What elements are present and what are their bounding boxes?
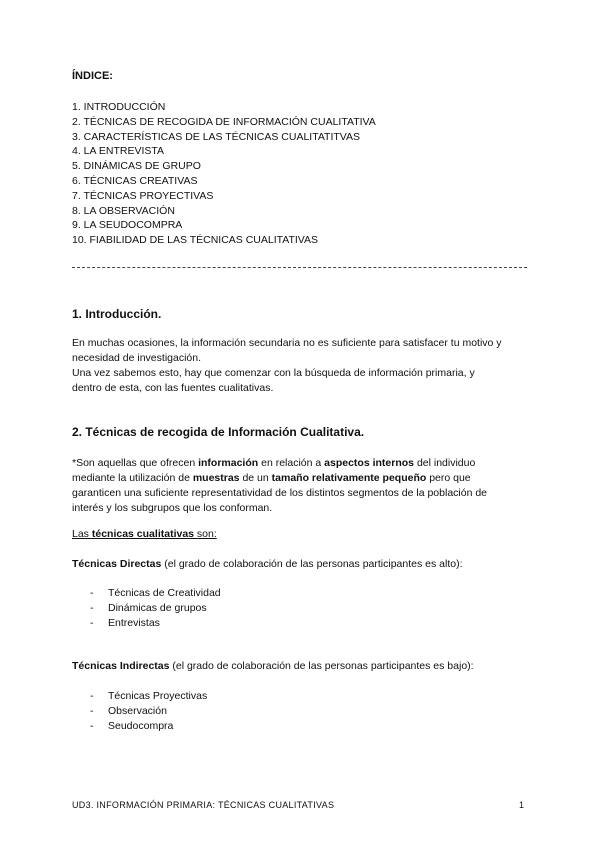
text-run: *Son aquellas que ofrecen [72, 457, 199, 469]
table-of-contents [72, 100, 376, 248]
paragraph-line: interés y los subgrupos que los conforman. [72, 502, 273, 514]
list-item [90, 704, 207, 719]
bullet-dash: - [90, 705, 94, 718]
list-item [90, 616, 221, 631]
list-item-text: Técnicas Proyectivas [108, 690, 208, 702]
section-divider [72, 267, 527, 268]
bold-term-text: técnicas cualitativas [91, 528, 194, 540]
list-item-text: Técnicas de Creatividad [108, 587, 221, 599]
text-run: (el grado de colaboración de las personas participantes es bajo): [169, 660, 474, 672]
list-item-text: Entrevistas [108, 617, 160, 630]
bold-term: Técnicas Directas [72, 558, 162, 570]
bullet-dash: - [90, 617, 94, 630]
bold-term: tamaño relativamente pequeño [271, 472, 427, 484]
paragraph-line: En muchas ocasiones, la información secundaria no es suficiente para satisfacer tu motivo y [72, 337, 502, 349]
toc-item: 1. INTRODUCCIÓN [72, 101, 166, 113]
paragraph-line: dentro de esta, con las fuentes cualitativas. [72, 382, 274, 394]
paragraph-line: Una vez sabemos esto, hay que comenzar con la búsqueda de información primaria, y [72, 367, 475, 379]
toc-item: 6. TÉCNICAS CREATIVAS [72, 174, 198, 187]
section-1-heading: 1. Introducción. [72, 307, 162, 321]
text-run: del individuo [414, 457, 476, 469]
text-run: pero que [426, 472, 471, 484]
paragraph-line [72, 471, 532, 486]
indirect-techniques-heading [72, 660, 474, 672]
bold-term: Técnicas Indirectas [72, 660, 170, 672]
bold-term: información [198, 457, 259, 469]
bullet-dash: - [90, 587, 94, 599]
section-1-paragraph [72, 336, 532, 396]
section-2-heading: 2. Técnicas de recogida de Información Cualitativa. [72, 425, 365, 439]
toc-item: 3. CARACTERÍSTICAS DE LAS TÉCNICAS CUALITATITVAS [72, 130, 361, 143]
toc-item: 2. TÉCNICAS DE RECOGIDA DE INFORMACIÓN CUALITATIVA [72, 115, 376, 128]
direct-techniques-list [90, 586, 221, 632]
list-item [90, 689, 207, 704]
page-footer: UD3. INFORMACIÓN PRIMARIA: TÉCNICAS CUALITATIVAS [72, 800, 335, 810]
text-run: (el grado de colaboración de las personas participantes es alto): [161, 558, 463, 570]
paragraph-line: garanticen una suficiente representatividad de los distintos segmentos de la población de [72, 487, 488, 499]
toc-item: 7. TÉCNICAS PROYECTIVAS [72, 189, 214, 202]
list-item-text: Seudocompra [108, 720, 174, 733]
bullet-dash: - [90, 720, 94, 733]
techniques-intro [72, 528, 217, 540]
list-item [90, 586, 221, 601]
index-title: ÍNDICE: [72, 70, 113, 82]
section-2-paragraph [72, 456, 532, 516]
toc-item: 10. FIABILIDAD DE LAS TÉCNICAS CUALITATIVAS [72, 234, 319, 247]
paragraph-line: necesidad de investigación. [72, 352, 202, 364]
bold-term [92, 528, 194, 540]
toc-item: 5. DINÁMICAS DE GRUPO [72, 160, 201, 173]
direct-techniques-heading [72, 558, 463, 570]
toc-item: 8. LA OBSERVACIÓN [72, 204, 175, 217]
text-run: mediante la utilización de [72, 472, 193, 484]
list-item-text: Dinámicas de grupos [108, 602, 207, 615]
paragraph-line [72, 456, 532, 471]
bullet-dash: - [90, 602, 94, 615]
toc-item: 9. LA SEUDOCOMPRA [72, 219, 183, 232]
text-run: en relación a [258, 457, 325, 469]
list-item [90, 719, 207, 734]
page-number: 1 [519, 800, 525, 810]
indirect-techniques-list [90, 689, 207, 735]
text-run: de un [239, 472, 272, 484]
text-run: Las [72, 528, 92, 540]
text-run: son: [194, 528, 217, 540]
bold-term: aspectos internos [324, 457, 415, 469]
bullet-dash: - [90, 690, 94, 702]
list-item-text: Observación [108, 705, 167, 718]
bold-term: muestras [192, 472, 240, 484]
toc-item: 4. LA ENTREVISTA [72, 145, 165, 158]
list-item [90, 601, 221, 616]
